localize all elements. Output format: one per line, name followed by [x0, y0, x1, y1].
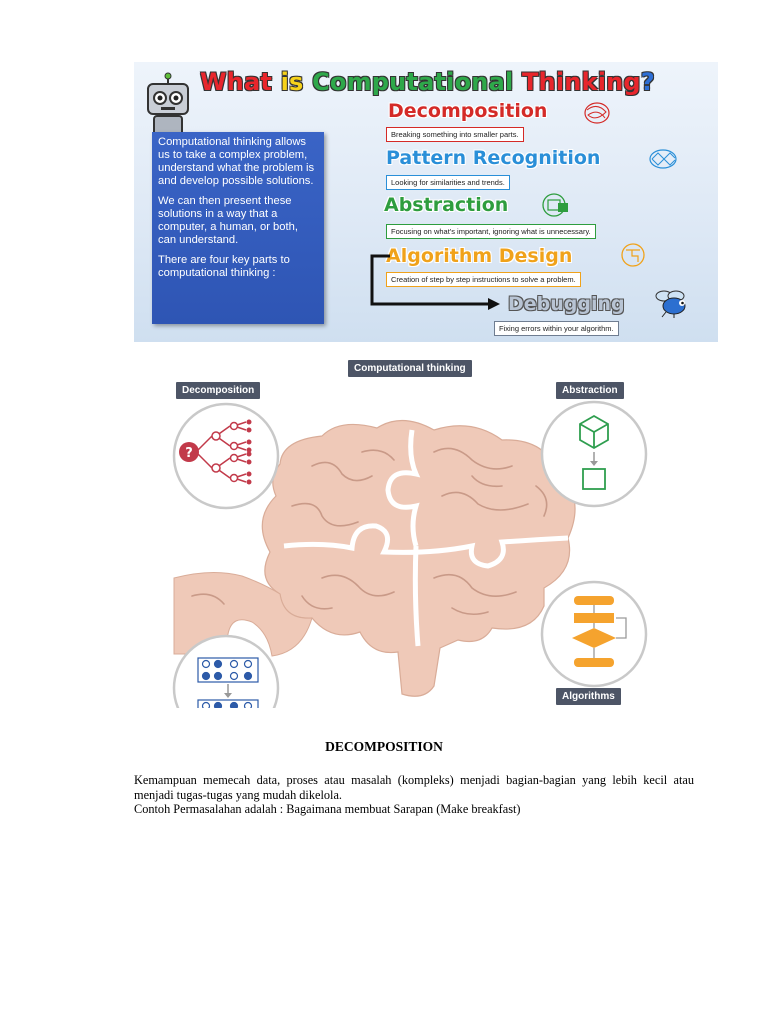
part-title-pattern-recognition: Pattern Recognition — [386, 147, 601, 169]
section-heading: DECOMPOSITION — [325, 739, 443, 754]
tag-algorithms: Algorithms — [556, 688, 621, 705]
computational-thinking-infographic — [134, 62, 718, 342]
question-mark-icon: ? — [185, 446, 193, 461]
bug-icon — [652, 288, 692, 318]
part-desc-algorithm-design: Creation of step by step instructions to solve a problem. — [386, 272, 581, 287]
title-word: What — [200, 68, 273, 96]
definition-paragraph: Kemampuan memecah data, proses atau masalah (kompleks) menjadi bagian-bagian yang lebih kecil atau menjadi tugas-tugas yang mudah dikelola. — [134, 773, 694, 802]
tag-computational-thinking: Computational thinking — [348, 360, 472, 377]
tag-decomposition: Decomposition — [176, 382, 260, 399]
title-word: is — [272, 68, 313, 96]
flow-arrow — [364, 252, 504, 312]
abstraction-icon — [540, 192, 570, 218]
part-title-debugging: Debugging — [508, 293, 625, 315]
robot-icon — [140, 72, 196, 138]
part-title-algorithm-design: Algorithm Design — [386, 245, 573, 267]
brain-puzzle-diagram — [172, 356, 652, 708]
intro-paragraph-3: There are four key parts to computational thinking : — [158, 254, 290, 279]
tag-abstraction: Abstraction — [556, 382, 624, 399]
intro-paragraph-2: We can then present these solutions in a way that a computer, a human, or both, can understand. — [158, 195, 298, 246]
title-word: Thinking — [513, 68, 641, 96]
example-paragraph: Contoh Permasalahan adalah : Bagaimana membuat Sarapan (Make breakfast) — [134, 802, 521, 816]
title-word: Computational — [312, 68, 514, 96]
title-word: ? — [640, 68, 655, 96]
part-desc-abstraction: Focusing on what's important, ignoring what is unnecessary. — [386, 224, 596, 239]
intro-paragraph-1: Computational thinking allows us to take a complex problem, understand what the problem is and develop possible solutions. — [158, 136, 315, 187]
part-desc-decomposition: Breaking something into smaller parts. — [386, 127, 524, 142]
intro-box — [152, 132, 324, 324]
part-title-abstraction: Abstraction — [384, 194, 509, 216]
tangle-icon — [582, 100, 612, 126]
part-title-decomposition: Decomposition — [388, 100, 548, 122]
part-desc-pattern-recognition: Looking for similarities and trends. — [386, 175, 510, 190]
infographic-title — [200, 68, 655, 96]
pattern-icon — [648, 146, 678, 172]
part-desc-debugging: Fixing errors within your algorithm. — [494, 321, 619, 336]
brain-illustration — [172, 356, 652, 708]
algorithm-icon — [618, 242, 648, 268]
